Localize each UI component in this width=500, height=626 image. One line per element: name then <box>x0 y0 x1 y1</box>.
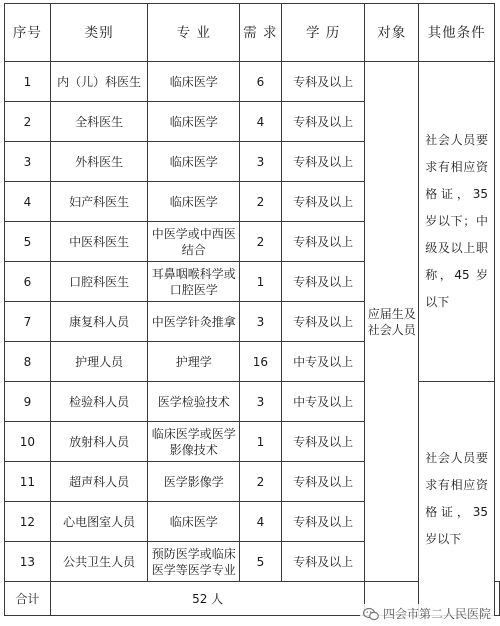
total-empty-conditions <box>495 582 500 616</box>
cell-category: 超声科人员 <box>50 462 148 502</box>
header-major: 专 业 <box>148 4 240 62</box>
header-row <box>5 4 500 62</box>
cell-education: 专科及以上 <box>281 502 365 542</box>
cell-demand: 3 <box>239 382 281 422</box>
cell-target: 应届生及社会人员 <box>365 62 419 582</box>
cell-major: 医学影像学 <box>148 462 240 502</box>
cell-education: 专科及以上 <box>281 142 365 182</box>
cell-no: 5 <box>5 222 51 262</box>
cell-category: 中医科医生 <box>50 222 148 262</box>
total-label: 合计 <box>5 582 51 616</box>
cell-major: 临床医学 <box>148 142 240 182</box>
watermark <box>360 604 494 623</box>
cell-no: 8 <box>5 342 51 382</box>
cell-no: 12 <box>5 502 51 542</box>
cell-no: 10 <box>5 422 51 462</box>
cell-no: 3 <box>5 142 51 182</box>
cell-education: 专科及以上 <box>281 462 365 502</box>
header-conditions: 其他条件 <box>419 4 495 62</box>
cell-major: 临床医学 <box>148 62 240 102</box>
cell-demand: 16 <box>239 342 281 382</box>
cell-category: 外科医生 <box>50 142 148 182</box>
cell-category: 检验科人员 <box>50 382 148 422</box>
cell-no: 2 <box>5 102 51 142</box>
cell-education: 专科及以上 <box>281 182 365 222</box>
cell-demand: 2 <box>239 182 281 222</box>
cell-major: 预防医学或临床医学等医学专业 <box>148 542 240 582</box>
cell-demand: 1 <box>239 422 281 462</box>
total-value: 52 人 <box>50 582 365 616</box>
cell-education: 专科及以上 <box>281 62 365 102</box>
table-row <box>5 382 500 422</box>
cell-major: 耳鼻咽喉科学或口腔医学 <box>148 262 240 302</box>
cell-conditions-group1: 社会人员要求有相应资格证，35 岁以下；中级及以上职称，45 岁以下 <box>419 62 495 382</box>
cell-category: 妇产科医生 <box>50 182 148 222</box>
cell-education: 专科及以上 <box>281 302 365 342</box>
cell-no: 13 <box>5 542 51 582</box>
cell-major: 护理学 <box>148 342 240 382</box>
recruitment-table <box>4 3 500 616</box>
cell-category: 护理人员 <box>50 342 148 382</box>
cell-no: 7 <box>5 302 51 342</box>
cell-demand: 3 <box>239 142 281 182</box>
cell-no: 1 <box>5 62 51 102</box>
cell-education: 专科及以上 <box>281 262 365 302</box>
cell-category: 放射科人员 <box>50 422 148 462</box>
cell-conditions-group2: 社会人员要求有相应资格证，35 岁以下 <box>419 382 495 616</box>
cell-category: 全科医生 <box>50 102 148 142</box>
cell-no: 6 <box>5 262 51 302</box>
cell-demand: 4 <box>239 502 281 542</box>
header-target: 对象 <box>365 4 419 62</box>
cell-demand: 5 <box>239 542 281 582</box>
cell-demand: 2 <box>239 462 281 502</box>
table-row <box>5 62 500 102</box>
cell-category: 口腔科医生 <box>50 262 148 302</box>
cell-category: 康复科人员 <box>50 302 148 342</box>
cell-education: 专科及以上 <box>281 102 365 142</box>
cell-major: 医学检验技术 <box>148 382 240 422</box>
cell-category: 公共卫生人员 <box>50 542 148 582</box>
cell-education: 专科及以上 <box>281 542 365 582</box>
cell-education: 中专及以上 <box>281 382 365 422</box>
cell-no: 9 <box>5 382 51 422</box>
header-no: 序号 <box>5 4 51 62</box>
cell-category: 心电图室人员 <box>50 502 148 542</box>
cell-major: 临床医学 <box>148 182 240 222</box>
recruitment-table-wrapper <box>4 3 500 616</box>
cell-category: 内（儿）科医生 <box>50 62 148 102</box>
cell-no: 11 <box>5 462 51 502</box>
cell-major: 临床医学 <box>148 102 240 142</box>
watermark-text: 四会市第二人民医院 <box>382 607 491 621</box>
cell-no: 4 <box>5 182 51 222</box>
cell-education: 专科及以上 <box>281 422 365 462</box>
cell-major: 中医学针灸推拿 <box>148 302 240 342</box>
cell-education: 专科及以上 <box>281 222 365 262</box>
cell-education: 中专及以上 <box>281 342 365 382</box>
cell-major: 临床医学或医学影像技术 <box>148 422 240 462</box>
cell-demand: 4 <box>239 102 281 142</box>
header-education: 学 历 <box>281 4 365 62</box>
cell-demand: 3 <box>239 302 281 342</box>
cell-demand: 2 <box>239 222 281 262</box>
cell-major: 中医学或中西医结合 <box>148 222 240 262</box>
cell-major: 临床医学 <box>148 502 240 542</box>
cell-demand: 1 <box>239 262 281 302</box>
header-category: 类别 <box>50 4 148 62</box>
cell-demand: 6 <box>239 62 281 102</box>
wechat-icon <box>363 607 379 621</box>
header-demand: 需 求 <box>239 4 281 62</box>
